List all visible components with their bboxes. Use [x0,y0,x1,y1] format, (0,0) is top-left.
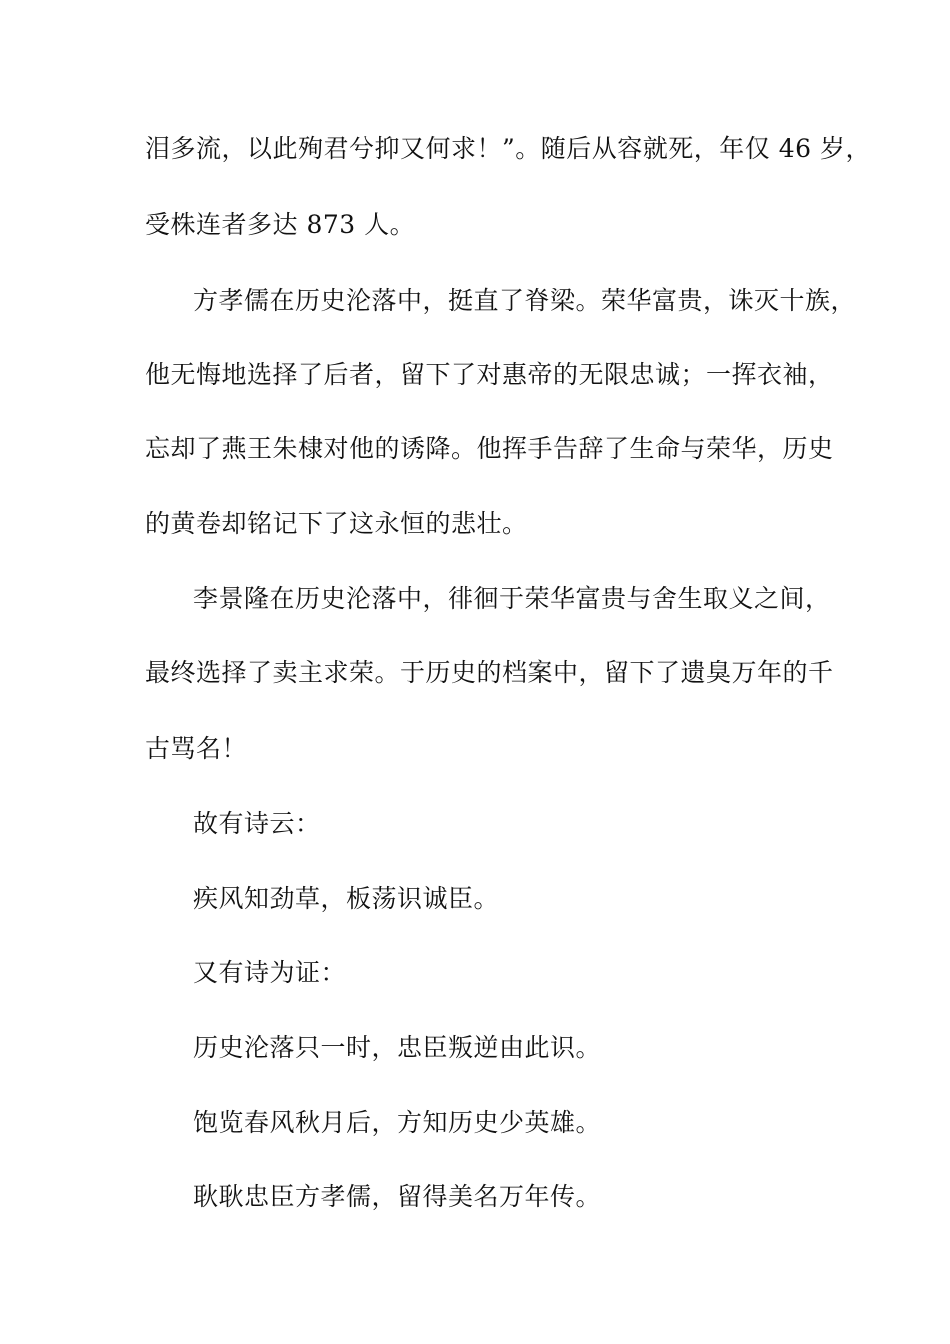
poem-intro: 又有诗为证： [193,958,347,987]
paragraph-line: 泪多流，以此殉君兮抑又何求！”。随后从容就死，年仅 46 岁， [145,134,871,163]
paragraph-line: 最终选择了卖主求荣。于历史的档案中，留下了遗臭万年的千 [145,658,834,687]
paragraph-line: 李景隆在历史沦落中，徘徊于荣华富贵与舍生取义之间， [193,584,831,613]
poem-line: 耿耿忠臣方孝儒，留得美名万年传。 [193,1182,602,1211]
poem-line: 饱览春风秋月后，方知历史少英雄。 [193,1108,602,1137]
poem-line: 疾风知劲草，板荡识诚臣。 [193,884,500,913]
paragraph-line: 忘却了燕王朱棣对他的诱降。他挥手告辞了生命与荣华，历史 [145,434,834,463]
paragraph-line: 的黄卷却铭记下了这永恒的悲壮。 [145,509,528,538]
paragraph-line: 古骂名！ [145,734,248,763]
paragraph-line: 他无悔地选择了后者，留下了对惠帝的无限忠诚；一挥衣袖， [145,360,834,389]
poem-line: 历史沦落只一时，忠臣叛逆由此识。 [193,1033,602,1062]
paragraph-line: 方孝儒在历史沦落中，挺直了脊梁。荣华富贵，诛灭十族， [193,286,857,315]
paragraph-line: 受株连者多达 873 人。 [145,210,416,239]
poem-intro: 故有诗云： [193,809,321,838]
